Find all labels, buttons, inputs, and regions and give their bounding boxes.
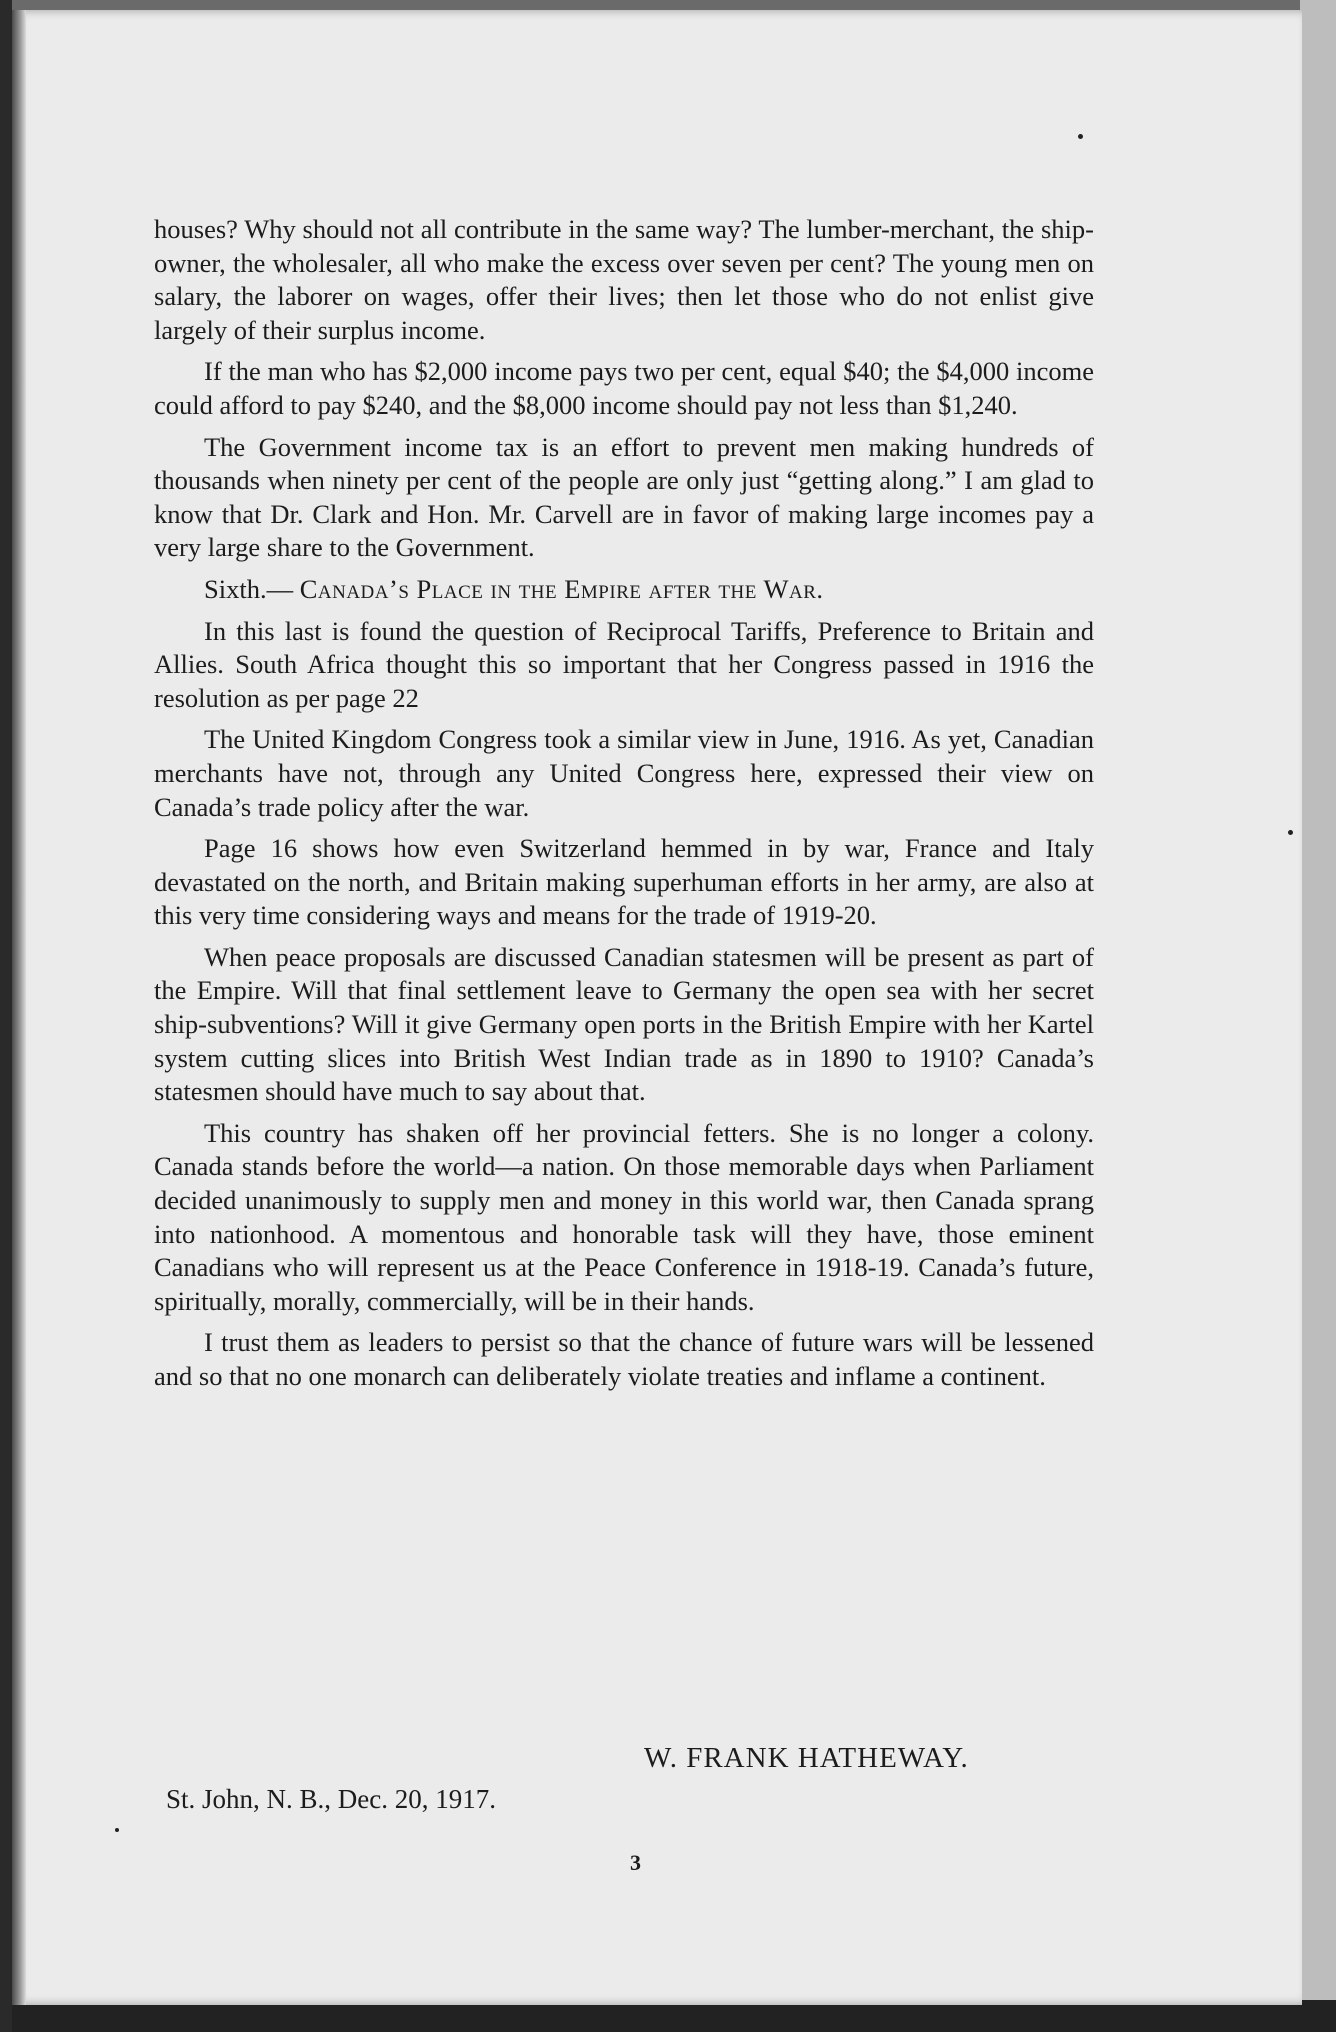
dateline: St. John, N. B., Dec. 20, 1917. <box>166 1784 496 1814</box>
scan-speck <box>1288 830 1293 835</box>
page-binding-edge <box>12 10 26 2005</box>
signature: W. FRANK HATHEWAY. <box>644 1742 969 1774</box>
page-number: 3 <box>630 1850 641 1875</box>
paragraph-6: Page 16 shows how even Switzerland hemmed in by war, France and Italy devastated on the north, and Britain making superhuman efforts in her army, are also at this very time considering ways and means for the trade of 1919-20. <box>154 833 1094 931</box>
scan-speck <box>115 1828 119 1832</box>
document-page <box>12 10 1302 2005</box>
paragraph-9: I trust them as leaders to persist so that the chance of future wars will be lessened and so that no one monarch can deliberately violate treaties and inflame a continent. <box>154 1327 1094 1391</box>
paragraph-3: The Government income tax is an effort to prevent men making hundreds of thousands when ninety per cent of the people are only just “getting along.” I am glad to know that Dr. Clark and Hon. Mr. Carvell are in favor of making large incomes pay a very large share to the Government. <box>154 431 1094 563</box>
scan-speck <box>1078 134 1083 139</box>
scan-frame-right <box>1300 0 1336 2032</box>
body-text <box>154 213 1094 1402</box>
paragraph-1: houses? Why should not all contribute in the same way? The lumber-merchant, the ship-owner, the wholesaler, all who make the excess over seven per cent? The young men on salary, the laborer on wages, offer their lives; then let those who do not enlist give largely of their surplus income. <box>154 214 1094 345</box>
paragraph-5: The United Kingdom Congress took a similar view in June, 1916. As yet, Canadian merchants have not, through any United Congress here, expressed their view on Canada’s trade policy after the war. <box>154 724 1094 822</box>
paragraph-4: In this last is found the question of Reciprocal Tariffs, Preference to Britain and Allies. South Africa thought this so important that her Congress passed in 1916 the resolution as per page 22 <box>154 615 1094 713</box>
scan-frame-left <box>0 0 12 2032</box>
section-heading-title: Canada’s Place in the Empire after the War. <box>299 573 824 604</box>
paragraph-2: If the man who has $2,000 income pays two per cent, equal $40; the $4,000 income could afford to pay $240, and the $8,000 income should pay not less than $1,240. <box>154 356 1094 420</box>
section-heading <box>154 573 1094 607</box>
paragraph-7: When peace proposals are discussed Canadian statesmen will be present as part of the Empire. Will that final settlement leave to Germany the open sea with her secret ship-subventions? Will it give Germany open ports in the British Empire with her Kartel system cutting slices into British West Indian trade as in 1890 to 1910? Canada’s statesmen should have much to say about that. <box>154 941 1094 1107</box>
paragraph-8: This country has shaken off her provincial fetters. She is no longer a colony. Canada stands before the world—a nation. On those memorable days when Parliament decided unanimously to supply men and money in this world war, then Canada sprang into nationhood. A momentous and honorable task will they have, those eminent Canadians who will represent us at the Peace Conference in 1918-19. Canada’s future, spiritually, morally, commercially, will be in their hands. <box>154 1117 1094 1316</box>
section-heading-lead: Sixth.— <box>204 573 294 604</box>
